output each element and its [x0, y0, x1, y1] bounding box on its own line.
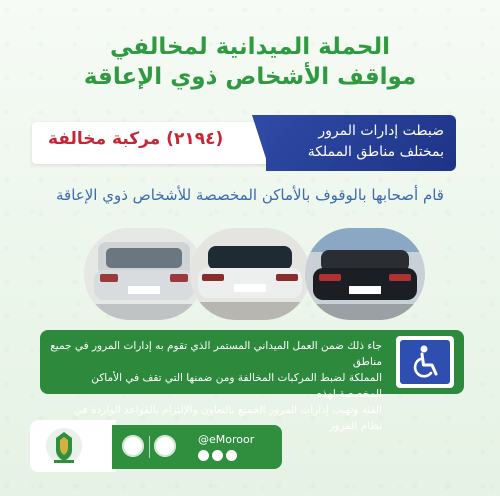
subtitle: قام أصحابها بالوقوف بالأماكن المخصصة للأشخاص ذوي الإعاقة: [56, 186, 444, 204]
snapchat-icon[interactable]: [226, 450, 237, 461]
traffic-emblem-icon: [154, 435, 176, 457]
footer-separator: [149, 436, 150, 458]
footer-logo-panel: [30, 420, 116, 472]
info-box: [40, 330, 464, 432]
car-photo-3: [305, 228, 425, 320]
enforcement-panel: [266, 115, 456, 171]
instagram-icon[interactable]: [212, 450, 223, 461]
car-photo-1: [84, 228, 204, 320]
violation-count: (٢١٩٤) مركبة مخالفة: [48, 129, 224, 149]
info-line-1: جاء ذلك ضمن العمل الميداني المستمر الذي تقوم به إدارات المرور في جميع مناطق: [50, 340, 382, 368]
accessibility-sign: [396, 336, 454, 388]
enforcement-line-2: بمختلف مناطق المملكة: [307, 144, 444, 160]
wheelchair-icon: [400, 340, 450, 384]
footer-bar: [112, 425, 282, 469]
car-illustration-3: [305, 228, 425, 320]
twitter-icon[interactable]: [198, 450, 209, 461]
car-photo-2: [190, 228, 310, 320]
title-line-1: الحملة الميدانية لمخالفي: [109, 34, 391, 60]
car-illustration-2: [190, 228, 310, 320]
enforcement-line-1: ضبطت إدارات المرور: [318, 123, 444, 139]
social-icons: [198, 450, 240, 462]
info-line-2: المملكة لضبط المركبات المخالفة ومن ضمنها التي تقف في الأماكن المخصصة لهذه: [91, 372, 382, 400]
social-handle[interactable]: @eMoroor: [198, 433, 255, 446]
police-emblem-icon: [42, 424, 86, 468]
interior-emblem-icon: [122, 435, 144, 457]
info-line-3: الفئة وتهيب إدارات المرور الجميع بالتعاون والإلتزام بالقواعد الواردة في نظام المرور: [73, 404, 382, 432]
violations-banner: [32, 115, 456, 171]
title-line-2: مواقف الأشخاص ذوي الإعاقة: [83, 64, 417, 90]
car-illustration-1: [84, 228, 204, 320]
